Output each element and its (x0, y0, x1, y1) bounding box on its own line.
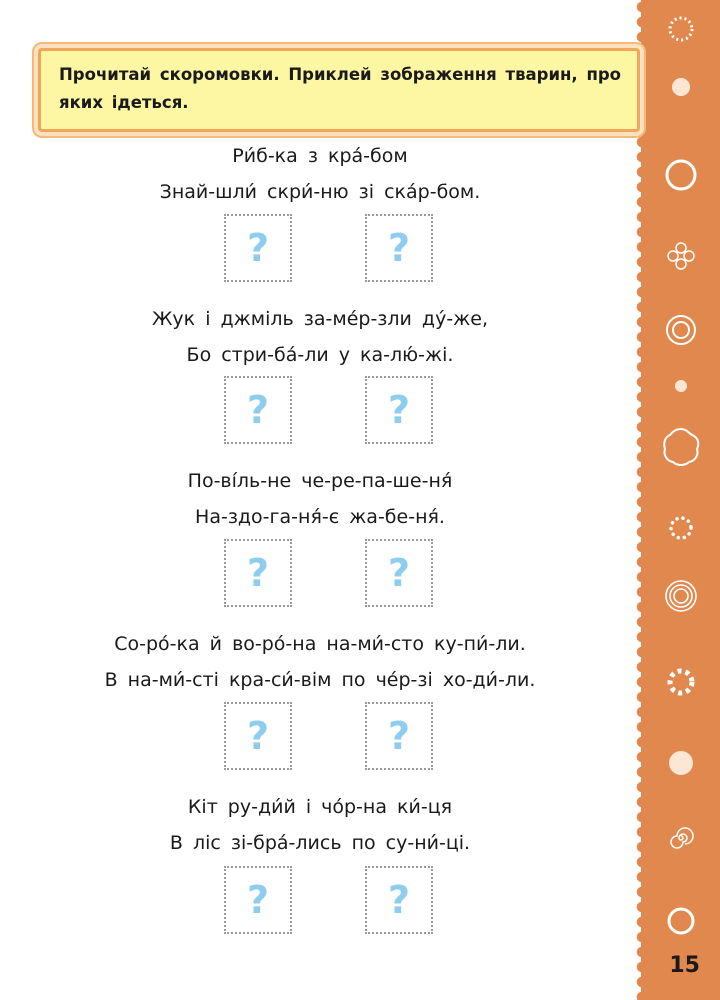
sticker-placeholder[interactable] (224, 214, 292, 282)
rhyme-line: Бо стри-ба́-ли у ка-лю́-жі. (186, 344, 454, 366)
sticker-placeholder[interactable] (365, 866, 433, 934)
dot-icon (641, 749, 720, 777)
question-mark: ? (246, 388, 270, 432)
sticker-placeholder[interactable] (365, 214, 433, 282)
sticker-placeholder[interactable] (224, 702, 292, 770)
small-dot-icon (641, 378, 720, 394)
rhyme-line: Знай-шли́ скри́-ню зі ска́р-бом. (159, 181, 481, 203)
sticker-placeholder[interactable] (365, 702, 433, 770)
rhyme-line: В ліс зі-бра́-лись по су-ни́-ці. (169, 832, 471, 854)
tongue-twister-2 (0, 301, 640, 373)
tongue-twister-1 (0, 138, 640, 210)
spiral-icon (641, 825, 720, 851)
sticker-placeholder[interactable] (224, 539, 292, 607)
tongue-twister-5 (0, 789, 640, 861)
rhyme-line: Со-ро́-ка й во-ро́-на на-ми́-сто ку-пи́-ли. (114, 633, 526, 655)
sticker-placeholder[interactable] (365, 539, 433, 607)
question-mark: ? (387, 878, 411, 922)
tongue-twister-4 (0, 626, 640, 698)
question-mark: ? (246, 714, 270, 758)
dotted-ring-icon (641, 14, 720, 44)
dot-icon (641, 76, 720, 98)
question-mark: ? (246, 878, 270, 922)
question-mark: ? (387, 388, 411, 432)
sticker-placeholder[interactable] (224, 376, 292, 444)
double-ring-icon (641, 313, 720, 347)
side-decoration-strip (641, 0, 720, 1000)
rhyme-line: Кіт ру-ди́й і чо́р-на ки́-ця (187, 796, 453, 818)
dashed-ring-icon (641, 666, 720, 698)
question-mark: ? (246, 551, 270, 595)
question-mark: ? (387, 226, 411, 270)
ring-icon (641, 157, 720, 193)
question-mark: ? (387, 551, 411, 595)
tongue-twister-3 (0, 463, 640, 535)
wavy-blob-icon (641, 425, 720, 469)
rhyme-line: По-ві́ль-не че-ре-па-ше-ня́ (187, 470, 453, 492)
rhyme-line: Жук і джміль за-ме́р-зли ду́-же, (151, 308, 489, 330)
question-mark: ? (246, 226, 270, 270)
rhyme-line: На-здо-га-ня́-є жа-бе-ня́. (195, 506, 445, 528)
concentric-rings-icon (641, 578, 720, 614)
rhyme-line: В на-ми́-сті кра-си́-вім по че́р-зі хо-ди́-ли. (104, 669, 536, 691)
question-mark: ? (387, 714, 411, 758)
instruction-text: Прочитай скоромовки. Приклей зображення тварин, про яких ідеться. (59, 65, 621, 112)
dotted-circle-icon (641, 513, 720, 543)
sticker-placeholder[interactable] (365, 376, 433, 444)
page-number: 15 (669, 953, 700, 978)
rhyme-line: Ри́б-ка з кра́-бом (232, 145, 408, 167)
instruction-banner (38, 48, 640, 132)
ring-icon (641, 905, 720, 937)
flower-outline-icon (641, 240, 720, 272)
sticker-placeholder[interactable] (224, 866, 292, 934)
